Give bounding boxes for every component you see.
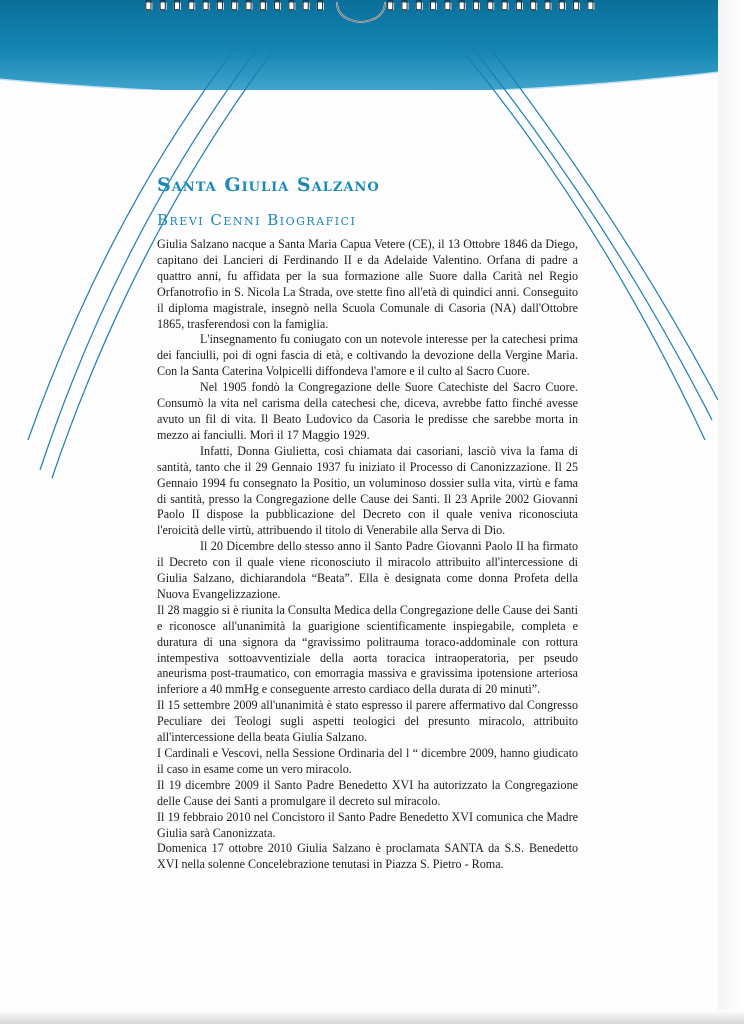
paragraph: Il 28 maggio si è riunita la Consulta Medica della Congregazione delle Cause dei Santi e riconosce all'unanimità la guarigione scientificamente inspiegabile, completa e duratura di una signora da “gravissimo politrauma toraco-addominale con rottura intempestiva sottoavventiziale della aorta toracica intraoperatoria, per pseudo aneurisma post-traumatico, con emorragia massiva e gravissima ipotensione arteriosa inferiore a 40 mmHg e conseguente arresto cardiaco della durata di 20 minuti”. <box>157 602 578 697</box>
page-edge <box>718 0 744 1024</box>
page-subtitle: Brevi Cenni Biografici <box>157 211 357 229</box>
paragraph: Il 19 dicembre 2009 il Santo Padre Benedetto XVI ha autorizzato la Congregazione delle Cause dei Santi a promulgare il decreto sul miracolo. <box>157 777 578 808</box>
biography-text <box>157 237 578 873</box>
page-title: Santa Giulia Salzano <box>157 174 380 196</box>
paragraph: Il 20 Dicembre dello stesso anno il Santo Padre Giovanni Paolo II ha firmato il Decreto con il quale viene riconosciuto il miracolo attribuito all'intercessione di Giulia Salzano, dichiarandola “Beata”. Ella è designata come donna Profeta della Nuova Evangelizzazione. <box>157 539 578 601</box>
spiral-binding-icon <box>0 0 744 26</box>
paragraph: Il 19 febbraio 2010 nel Concistoro il Santo Padre Benedetto XVI comunica che Madre Giulia sarà Canonizzata. <box>157 809 578 840</box>
paragraph: Infatti, Donna Giulietta, così chiamata dai casoriani, lasciò viva la fama di santità, tanto che il 29 Gennaio 1937 fu iniziato il Processo di Canonizzazione. Il 25 Gennaio 1994 fu consegnato la Positio, un voluminoso dossier sulla vita, virtù e fama di santità, presso la Congregazione delle Cause dei Santi. Il 23 Aprile 2002 Giovanni Paolo II dispose la pubblicazione del Decreto con il quale veniva riconosciuta l'eroicità delle virtù, attribuendo il titolo di Venerabile alla Serva di Dio. <box>157 443 578 538</box>
paragraph: L'insegnamento fu coniugato con un notevole interesse per la catechesi prima dei fanciulli, poi di ogni fascia di età, e coltivando la devozione della Vergine Maria. Con la Santa Caterina Volpicelli diffondeva l'amore e il culto al Sacro Cuore. <box>157 332 578 379</box>
page-bottom-edge <box>0 1010 744 1024</box>
paragraph: Domenica 17 ottobre 2010 Giulia Salzano è proclamata SANTA da S.S. Benedetto XVI nella solenne Concelebrazione tenutasi in Piazza S. Pietro - Roma. <box>157 841 578 872</box>
paragraph: Giulia Salzano nacque a Santa Maria Capua Vetere (CE), il 13 Ottobre 1846 da Diego, capitano dei Lancieri di Ferdinando II e da Adelaide Valentino. Orfana di padre a quattro anni, fu affidata per la sua formazione alle Suore dalla Carità nel Regio Orfanotrofio in S. Nicola La Strada, ove stette fino all'età di quindici anni. Conseguito il diploma magistrale, insegnò nella Scuola Comunale di Casoria (NA) dall'Ottobre 1865, trasferendosi con la famiglia. <box>157 237 578 331</box>
paragraph: Il 15 settembre 2009 all'unanimità è stato espresso il parere affermativo dal Congresso Peculiare dei Teologi sugli aspetti teologici del presunto miracolo, attribuito all'intercessione della beata Giulia Salzano. <box>157 698 578 745</box>
paragraph: Nel 1905 fondò la Congregazione delle Suore Catechiste del Sacro Cuore. Consumò la vita nel carisma della catechesi che, diceva, avrebbe fatto finché avesse avuto un fil di vita. Il Beato Ludovico da Casoria le predisse che sarebbe morta in mezzo ai fanciulli. Morì il 17 Maggio 1929. <box>157 380 578 442</box>
paragraph: I Cardinali e Vescovi, nella Sessione Ordinaria del l “ dicembre 2009, hanno giudicato il caso in esame come un vero miracolo. <box>157 746 578 776</box>
